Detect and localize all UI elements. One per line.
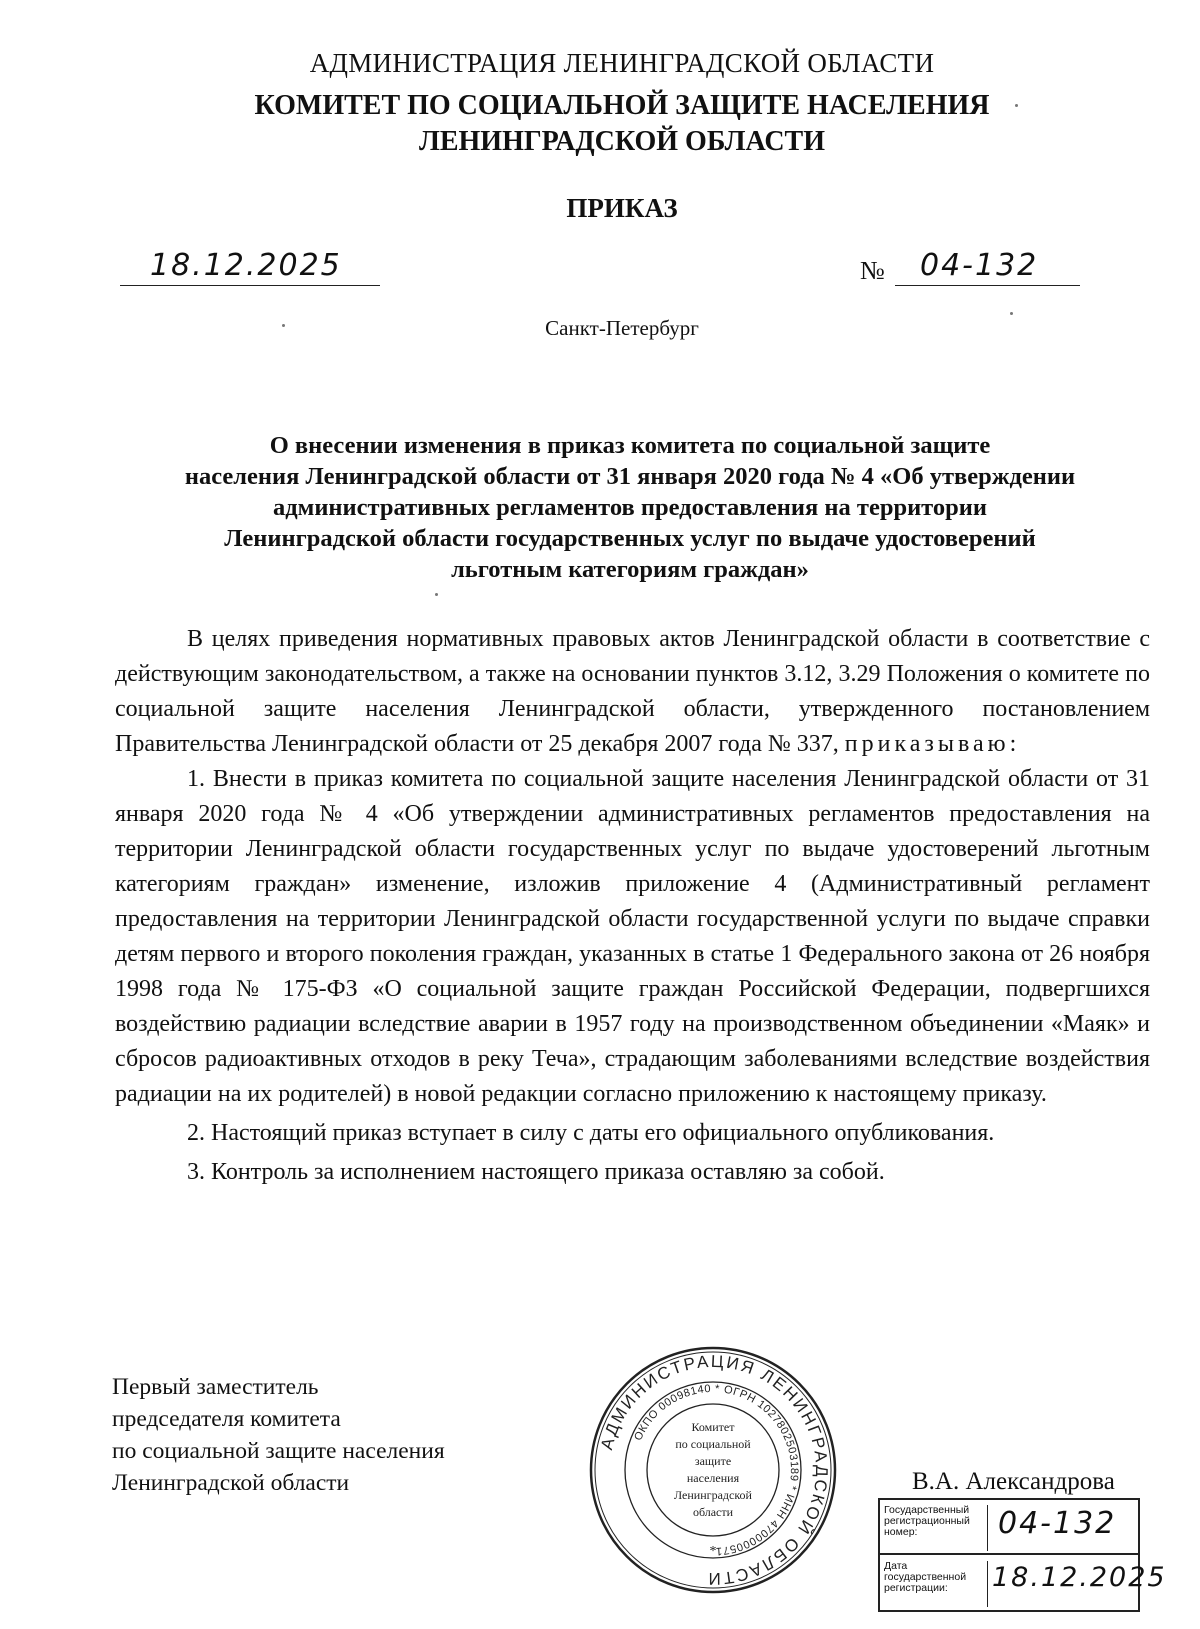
scan-speck (1015, 104, 1018, 107)
title-line: льготным категориям граждан» (451, 556, 809, 583)
seal-center-line: по социальной (675, 1437, 751, 1451)
signer-position-line: Первый заместитель (112, 1374, 319, 1400)
registration-date-value: 18.12.2025 (992, 1562, 1167, 1593)
registration-date-row (880, 1556, 1167, 1611)
registration-date-label: Дата государственной регистрации: (884, 1561, 988, 1607)
scan-speck (435, 593, 438, 596)
title-line: населения Ленинградской области от 31 января 2020 года № 4 «Об утверждении (184, 463, 1076, 490)
order-body (115, 622, 1150, 1190)
title-line: административных регламентов предоставления на территории (272, 494, 988, 521)
title-line: О внесении изменения в приказ комитета по социальной защите (269, 432, 991, 459)
signer-position-line: по социальной защите населения (112, 1438, 445, 1464)
city: Санкт-Петербург (545, 316, 699, 340)
registration-stamp (878, 1498, 1167, 1612)
seal-center-line: Комитет (691, 1420, 735, 1434)
seal-middle-text: ОКПО 00098140 * ОГРН 1027802503189 * ИНН 4700000571 (632, 1382, 801, 1558)
seal-center-line: населения (686, 1471, 740, 1485)
item-3: 3. Контроль за исполнением настоящего приказа оставляю за собой. (187, 1159, 885, 1185)
preamble-paragraph (115, 622, 1150, 762)
number-sign: № (860, 256, 885, 285)
order-title (100, 430, 1160, 585)
document-type: ПРИКАЗ (566, 193, 678, 223)
signer-name: В.А. Александрова (912, 1468, 1115, 1495)
item-2: 2. Настоящий приказ вступает в силу с даты его официального опубликования. (187, 1120, 995, 1146)
committee-heading-line2: ЛЕНИНГРАДСКОЙ ОБЛАСТИ (418, 126, 826, 157)
signer-position-line: Ленинградской области (112, 1470, 350, 1496)
scan-speck (282, 324, 285, 327)
seal-outer-text: АДМИНИСТРАЦИЯ ЛЕНИНГРАДСКОЙ ОБЛАСТИ (597, 1351, 832, 1589)
title-line: Ленинградской области государственных услуг по выдаче удостоверений (224, 525, 1036, 552)
registration-number-label: Государственный регистрационный номер: (884, 1505, 988, 1551)
seal-star-icon: * (709, 1544, 717, 1559)
scan-speck (1010, 312, 1013, 315)
signer-position (112, 1371, 445, 1499)
order-word: приказываю: (844, 731, 1021, 757)
seal-center-line: защите (694, 1454, 732, 1468)
administration-heading: АДМИНИСТРАЦИЯ ЛЕНИНГРАДСКОЙ ОБЛАСТИ (309, 48, 935, 78)
registration-number-row (880, 1500, 1138, 1555)
committee-heading (22, 88, 1200, 160)
item-1: 1. Внести в приказ комитета по социальной защите населения Ленинградской области от 31 января 2020 года № 4 «Об утверждении административных регламентов предоставления на территории Ленинградской области государственных услуг по выдаче удостоверений льготным категориям граждан» изменение, изложив приложение 4 (Административный регламент предоставления на территории Ленинградской области государственной услуги по выдаче справки детям первого и второго поколения граждан, указанных в статье 1 Федерального закона от 26 ноября 1998 года № 175-ФЗ «О социальной защите граждан Российской Федерации, подвергшихся воздействию радиации вследствие аварии в 1957 году на производственном объединении «Маяк» и сбросов радиоактивных отходов в реку Теча», страдающим заболеваниями вследствие воздействия радиации на их родителей) в новой редакции согласно приложению к настоящему приказу. (115, 766, 1150, 1107)
order-number: 04-132 (920, 248, 1039, 283)
registration-number-value: 04-132 (998, 1506, 1117, 1541)
order-date: 18.12.2025 (150, 248, 342, 283)
preamble-text: В целях приведения нормативных правовых актов Ленинградской области в соответствие с действующим законодательством, а также на основании пунктов 3.12, 3.29 Положения о комитете по социальной защите населения Ленинградской области, утвержденного постановлением Правительства Ленинградской области от 25 декабря 2007 года № 337, (115, 626, 1150, 757)
official-seal (588, 1345, 838, 1595)
seal-center-line: Ленинградской (674, 1488, 752, 1502)
committee-heading-line1: КОМИТЕТ ПО СОЦИАЛЬНОЙ ЗАЩИТЕ НАСЕЛЕНИЯ (254, 90, 990, 121)
signer-position-line: председателя комитета (112, 1406, 341, 1432)
seal-center-line: области (692, 1505, 734, 1519)
